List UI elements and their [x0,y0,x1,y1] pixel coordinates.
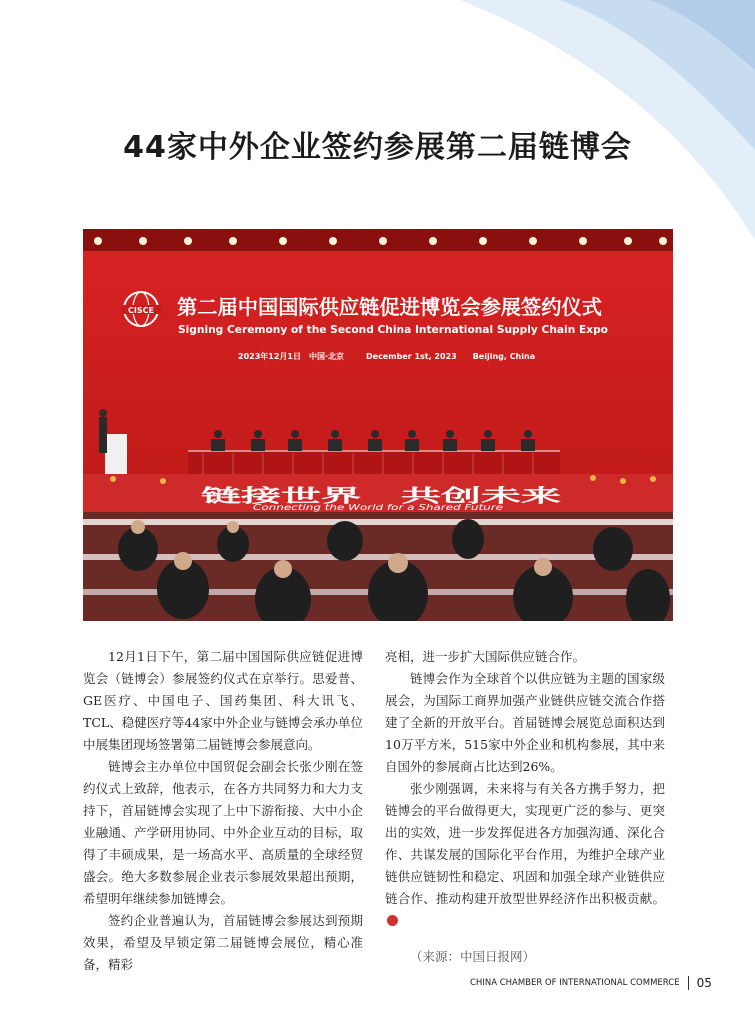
paragraph: 12月1日下午，第二届中国国际供应链促进博览会（链博会）参展签约仪式在京举行。思爱普、GE医疗、中国电子、国药集团、科大讯飞、TCL、稳健医疗等44家中外企业与链博会承办单位中展集团现场签署第二届链博会参展意向。 [83,649,363,752]
paragraph: 链博会作为全球首个以供应链为主题的国家级展会，为国际工商界加强产业链供应链交流合作搭建了全新的开放平台。首届链博会展览总面积达到10万平方米，515家中外企业和机构参展，其中来自国外的参展商占比达到26%。 [385,671,665,774]
banner-date-en: December 1st, 2023 Beijing, China [366,352,536,361]
source-credit: （来源：中国日报网） [410,949,536,964]
page-number: 05 [696,976,712,990]
publication-name: CHINA CHAMBER OF INTERNATIONAL COMMERCE [470,978,680,988]
banner-title-en: Signing Ceremony of the Second China International Supply Chain Expo [178,324,608,336]
paragraph: 链博会主办单位中国贸促会副会长张少刚在签约仪式上致辞，他表示，在各方共同努力和大力支持下，首届链博会实现了上中下游衔接、大中小企业融通、产学研用协同、中外企业互动的目标，取得了丰硕成果，是一场高水平、高质量的全球经贸盛会。绝大多数参展企业表示参展效果超出预期，希望明年继续参加链博会。 [83,759,363,906]
slogan-cn: 链接世界 共创未来 [201,486,363,507]
ceremony-photo [83,229,673,621]
paragraph: 签约企业普遍认为，首届链博会参展达到预期效果，希望及早锁定第二届链博会展位，精心准备，精彩 [83,913,363,972]
right-column [385,646,665,968]
end-mark-icon [387,915,398,926]
paragraph-final: 张少刚强调，未来将与有关各方携手努力，把链博会的平台做得更大，实现更广泛的参与、更突出的实效，进一步发挥促进各方加强沟通、深化合作、共谋发展的国际化平台作用，为维护全球产业链供应链韧性和稳定、巩固和加强全球产业链供应链合作、推动构建开放型世界经济作出积极贡献。 [385,778,665,932]
paragraph-continuation: 亮相，进一步扩大国际供应链合作。 [385,649,586,664]
page-footer [470,976,712,990]
banner-title-cn: 第二届中国国际供应链促进博览会参展签约仪式 [177,295,602,319]
article-title: 44家中外企业签约参展第二届链博会 [123,130,632,165]
logo-text: CISCE [128,306,154,315]
slogan-en: Connecting the World for a Shared Future [253,503,504,512]
footer-divider [688,976,689,990]
banner-date-cn: 2023年12月1日 中国·北京 [238,352,345,361]
left-column [83,646,363,976]
